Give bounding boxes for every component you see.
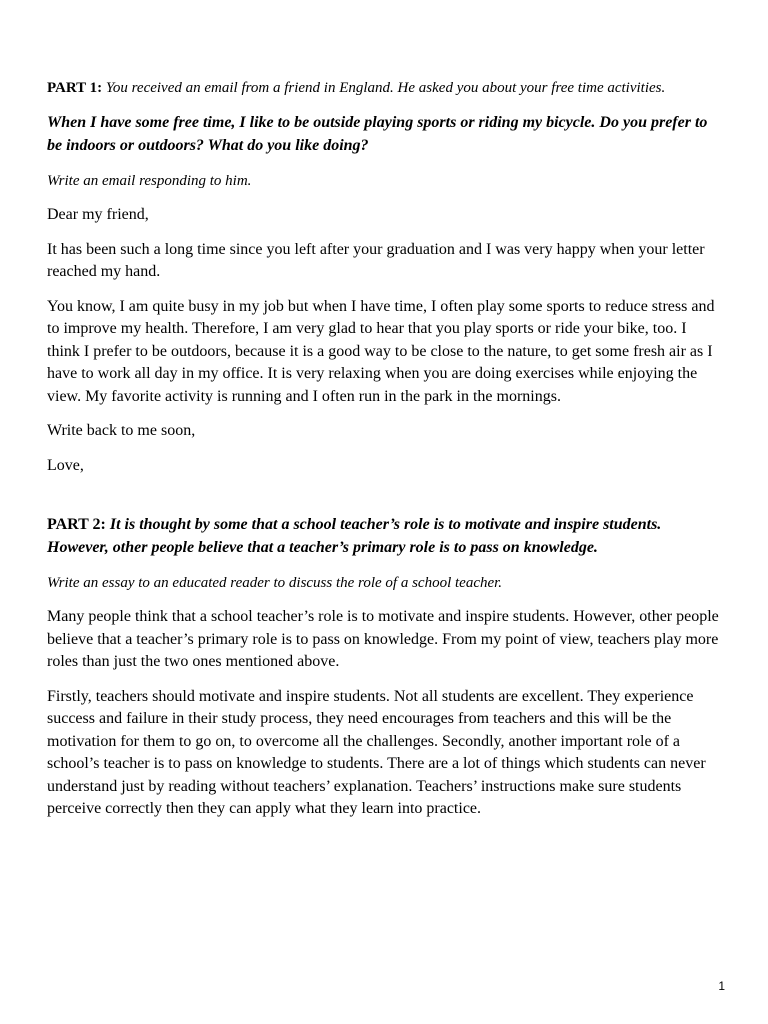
part2-heading [47,514,723,559]
email-signoff: Love, [47,456,84,474]
email-closing: Write back to me soon, [47,422,196,439]
page-number: 1 [718,979,725,993]
part1-instruction: Write an email responding to him. [47,173,252,189]
email-salutation: Dear my friend, [47,206,149,223]
part2-instruction: Write an essay to an educated reader to discuss the role of a school teacher. [47,575,503,591]
document-page [47,77,723,821]
essay-paragraph: Firstly, teachers should motivate and inspire students. Not all students are excellent. They experience success and failure in their study process, they need encourages from teachers and this will be the motivation for them to go on, to overcome all the challenges. Secondly, another important role of a school’s teacher is to pass on knowledge to students. There are a lot of things which students can never understand just by reading without teachers’ explanation. Teachers’ instructions make sure students perceive correctly then they can apply what they learn into practice. [47,687,706,817]
email-paragraph: You know, I am quite busy in my job but when I have time, I often play some sports to reduce stress and to improve my health. Therefore, I am very glad to hear that you play sports or ride your bike, too. I think I prefer to be outdoors, because it is a good way to be close to the nature, to get some fresh air as I have to work all day in my office. It is very relaxing when you are doing exercises while enjoying the view. My favorite activity is running and I often run in the park in the mornings. [47,297,715,405]
part1-heading [47,77,723,99]
part1-intro: You received an email from a friend in England. He asked you about your free time activities. [102,80,666,96]
email-paragraph: It has been such a long time since you left after your graduation and I was very happy when your letter reached my hand. [47,240,705,280]
part1-question: When I have some free time, I like to be outside playing sports or riding my bicycle. Do you prefer to be indoors or outdoors? What do you like doing? [47,114,708,154]
part1-label: PART 1: [47,80,103,96]
part2-prompt: It is thought by some that a school teacher’s role is to motivate and inspire students. However, other people believe that a teacher’s primary role is to pass on knowledge. [47,516,662,556]
essay-paragraph: Many people think that a school teacher’s role is to motivate and inspire students. However, other people believe that a teacher’s primary role is to pass on knowledge. From my point of view, teachers play more roles than just the two ones mentioned above. [47,608,719,670]
part2-label: PART 2: [47,516,106,533]
